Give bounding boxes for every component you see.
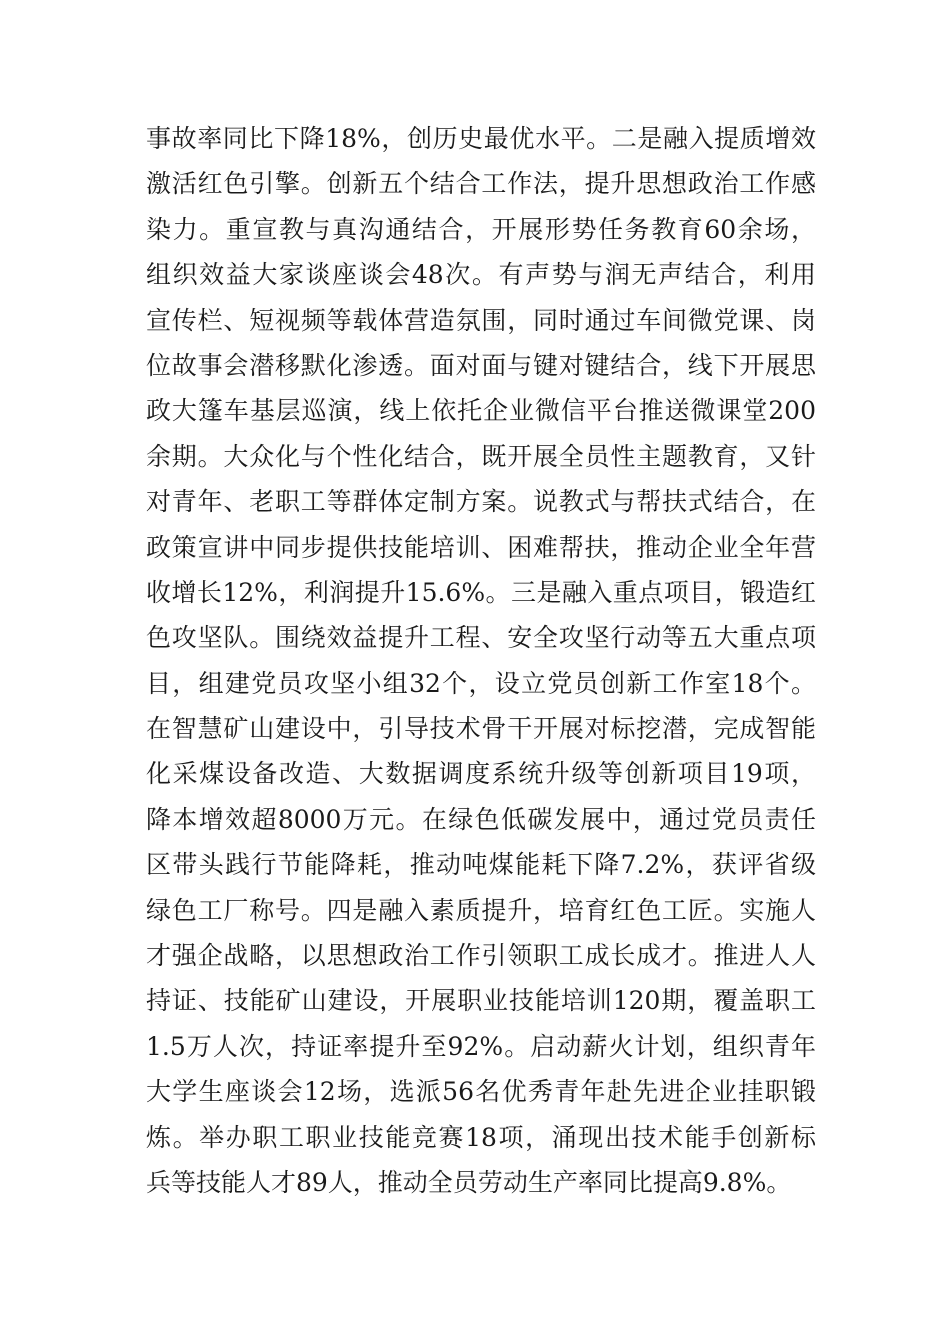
text-line: 染力。重宣教与真沟通结合，开展形势任务教育60余场， [146, 214, 816, 244]
body-paragraph [146, 116, 816, 1205]
text-line: 余期。大众化与个性化结合，既开展全员性主题教育，又针 [146, 441, 816, 471]
text-line: 炼。举办职工职业技能竞赛18项，涌现出技术能手创新标 [146, 1122, 816, 1152]
text-line: 才强企战略，以思想政治工作引领职工成长成才。推进人人 [146, 941, 816, 971]
text-line: 收增长12%，利润提升15.6%。三是融入重点项目，锻造红 [146, 577, 816, 607]
text-line: 色攻坚队。围绕效益提升工程、安全攻坚行动等五大重点项 [146, 623, 816, 653]
text-line: 位故事会潜移默化渗透。面对面与键对键结合，线下开展思 [146, 350, 816, 380]
text-line: 持证、技能矿山建设，开展职业技能培训120期，覆盖职工 [146, 986, 816, 1016]
text-line: 政策宣讲中同步提供技能培训、困难帮扶，推动企业全年营 [146, 532, 816, 562]
text-line: 降本增效超8000万元。在绿色低碳发展中，通过党员责任 [146, 804, 816, 834]
text-line: 1.5万人次，持证率提升至92%。启动薪火计划，组织青年 [146, 1031, 816, 1061]
text-line: 化采煤设备改造、大数据调度系统升级等创新项目19项， [146, 759, 816, 789]
text-line: 宣传栏、短视频等载体营造氛围，同时通过车间微党课、岗 [146, 305, 816, 335]
text-line: 区带头践行节能降耗，推动吨煤能耗下降7.2%，获评省级 [146, 850, 816, 880]
text-line: 在智慧矿山建设中，引导技术骨干开展对标挖潜，完成智能 [146, 714, 816, 744]
text-line: 大学生座谈会12场，选派56名优秀青年赴先进企业挂职锻 [146, 1077, 816, 1107]
text-line: 事故率同比下降18%，创历史最优水平。二是融入提质增效 [146, 124, 816, 153]
text-line: 对青年、老职工等群体定制方案。说教式与帮扶式结合，在 [146, 487, 816, 517]
text-line: 目，组建党员攻坚小组32个，设立党员创新工作室18个。 [146, 668, 816, 698]
text-line: 兵等技能人才89人，推动全员劳动生产率同比提高9.8%。 [146, 1167, 792, 1197]
text-line: 组织效益大家谈座谈会48次。有声势与润无声结合，利用 [146, 260, 816, 290]
text-line: 政大篷车基层巡演，线上依托企业微信平台推送微课堂200 [146, 396, 816, 426]
text-line: 激活红色引擎。创新五个结合工作法，提升思想政治工作感 [146, 169, 816, 199]
text-line: 绿色工厂称号。四是融入素质提升，培育红色工匠。实施人 [146, 895, 816, 925]
